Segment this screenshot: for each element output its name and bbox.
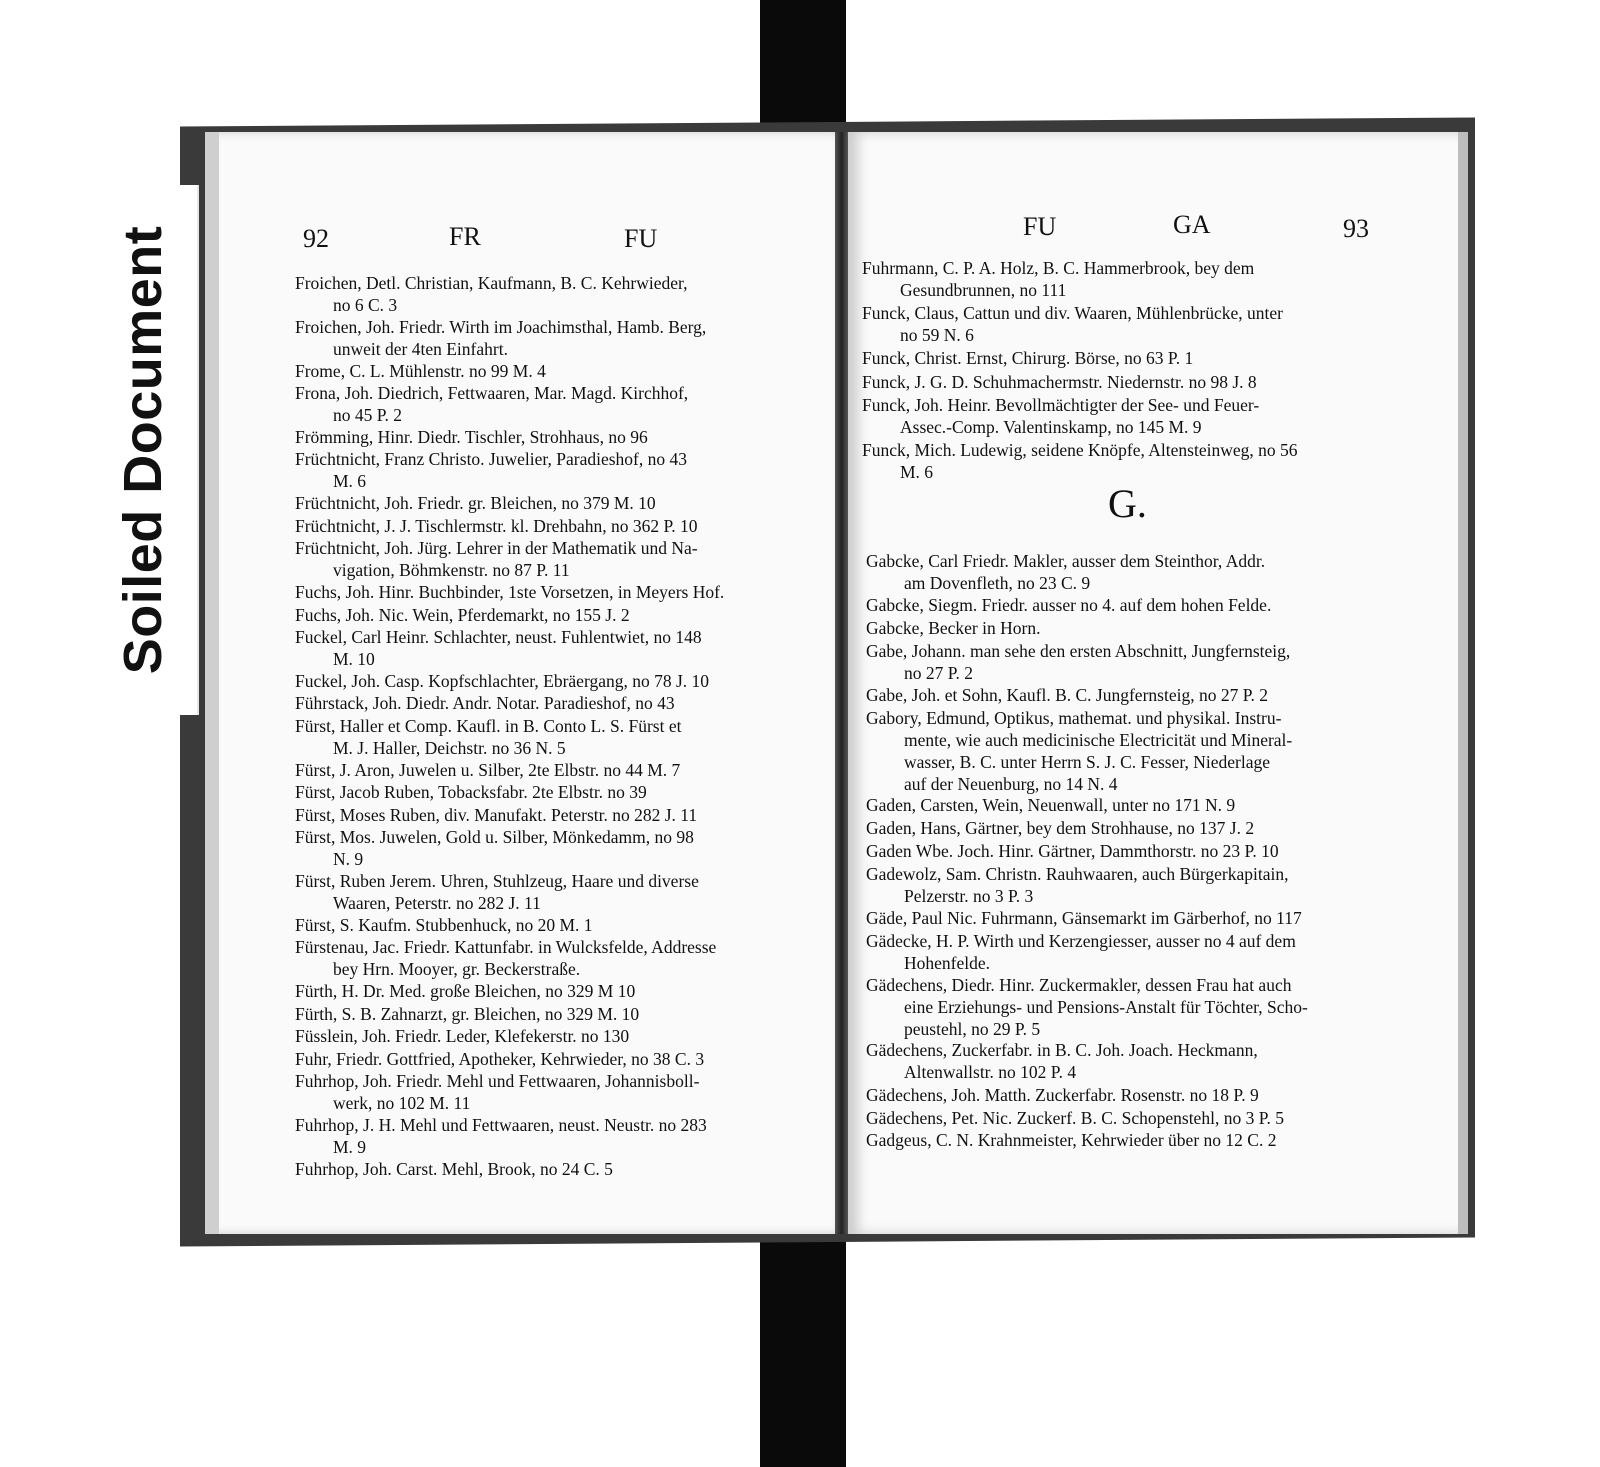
running-header-left-fr: FR [449,222,481,251]
directory-entry [295,936,716,980]
directory-entry [866,1039,1258,1083]
directory-entry [866,707,1292,795]
entry-line: Fürst, Jacob Ruben, Tobacksfabr. 2te Elbstr. no 39 [295,782,647,803]
directory-entry [295,581,724,603]
entry-line: Fürst, Ruben Jerem. Uhren, Stuhlzeug, Haare und diverse [295,870,699,891]
entry-line: Gädechens, Joh. Matth. Zuckerfabr. Rosenstr. no 18 P. 9 [866,1084,1259,1105]
directory-entry [866,594,1271,616]
entry-line: Fuhrhop, Joh. Friedr. Mehl und Fettwaaren, Johannisboll- [295,1071,700,1091]
entry-line: Gädechens, Diedr. Hinr. Zuckermakler, dessen Frau hat auch [866,974,1292,995]
entry-line: Gadewolz, Sam. Christn. Rauhwaaren, auch Bürgerkapitain, [866,863,1289,884]
entry-continuation-line: no 27 P. 2 [904,663,974,683]
directory-entry [295,1114,707,1158]
directory-entry [295,1025,629,1047]
entry-continuation-line: no 59 N. 6 [900,325,974,345]
directory-entry [866,930,1296,974]
directory-entry [295,360,546,382]
entry-line: Fürth, H. Dr. Med. große Bleichen, no 329 M 10 [295,981,636,1001]
page-number-left: 92 [303,224,329,253]
entry-line: Funck, J. G. D. Schuhmachermstr. Niedernstr. no 98 J. 8 [862,371,1257,392]
entry-line: Froichen, Detl. Christian, Kaufmann, B. C. Kehrwieder, [295,273,688,293]
running-header-right-fu: FU [1023,212,1057,241]
running-header-right-ga: GA [1173,210,1211,239]
entry-line: Fuckel, Carl Heinr. Schlachter, neust. Fuhlentwiet, no 148 [295,627,702,647]
entry-line: Funck, Joh. Heinr. Bevollmächtigter der See- und Feuer- [862,395,1260,415]
entry-line: Früchtnicht, Joh. Jürg. Lehrer in der Mathematik und Na- [295,538,698,559]
book-gutter [835,132,848,1234]
directory-entry [295,426,648,448]
page-number-right: 93 [1343,214,1369,243]
directory-entry [295,914,593,936]
entry-line: Fürst, Moses Ruben, div. Manufakt. Peterstr. no 282 J. 11 [295,804,698,825]
directory-entry [866,1084,1259,1106]
directory-entry [295,670,709,692]
directory-entry [295,604,630,626]
entry-continuation-line: am Dovenfleth, no 23 C. 9 [904,573,1091,593]
entry-continuation-line: Hohenfelde. [904,952,991,973]
directory-entry [295,826,694,870]
running-header-left-fu: FU [624,224,658,253]
entry-line: Froichen, Joh. Friedr. Wirth im Joachimsthal, Hamb. Berg, [295,316,707,337]
directory-entry [866,817,1254,839]
entry-line: Gabcke, Becker in Horn. [866,618,1041,639]
entry-line: Früchtnicht, J. J. Tischlermstr. kl. Drehbahn, no 362 P. 10 [295,515,698,536]
entry-line: Gabcke, Siegm. Friedr. ausser no 4. auf dem hohen Felde. [866,595,1272,616]
entry-line: Gabory, Edmund, Optikus, mathemat. und physikal. Instru- [866,708,1282,729]
entry-continuation-line: N. 9 [333,849,364,870]
entry-line: Gäde, Paul Nic. Fuhrmann, Gänsemarkt im Gärberhof, no 117 [866,907,1302,928]
directory-entry [866,617,1040,639]
directory-entry [295,1048,704,1070]
entry-continuation-line: vigation, Böhmkenstr. no 87 P. 11 [333,560,570,581]
directory-entry [295,1070,699,1114]
entry-continuation-line: M. J. Haller, Deichstr. no 36 N. 5 [333,737,566,758]
left-page [205,132,849,1234]
directory-entry [866,974,1308,1040]
directory-entry [862,371,1257,393]
entry-line: Funck, Mich. Ludewig, seidene Knöpfe, Altensteinweg, no 56 [862,440,1298,460]
entry-line: Frömming, Hinr. Diedr. Tischler, Strohhaus, no 96 [295,426,648,447]
entry-line: Gadgeus, C. N. Krahnmeister, Kehrwieder über no 12 C. 2 [866,1130,1277,1151]
entry-line: Fuhrhop, Joh. Carst. Mehl, Brook, no 24 C. 5 [295,1158,613,1179]
entry-continuation-line: no 45 P. 2 [333,405,403,426]
entry-continuation-line: Gesundbrunnen, no 111 [900,280,1067,300]
entry-continuation-line: Altenwallstr. no 102 P. 4 [904,1062,1077,1083]
entry-line: Fürth, S. B. Zahnarzt, gr. Bleichen, no 329 M. 10 [295,1003,640,1024]
entry-line: Fuhrhop, J. H. Mehl und Fettwaaren, neust. Neustr. no 283 [295,1114,707,1135]
directory-entry [866,840,1279,862]
entry-continuation-line: M. 6 [333,471,367,492]
directory-entry [866,794,1235,816]
entry-continuation-line: Assec.-Comp. Valentinskamp, no 145 M. 9 [900,417,1202,437]
section-heading-g: G. [1108,481,1147,526]
entry-line: Füsslein, Joh. Friedr. Leder, Klefekerstr. no 130 [295,1026,630,1046]
directory-entry [295,870,699,914]
directory-entry [866,907,1302,929]
soiled-document-label [90,185,199,715]
directory-entry [295,515,698,537]
directory-entry [295,759,680,781]
entry-line: Gädechens, Pet. Nic. Zuckerf. B. C. Schopenstehl, no 3 P. 5 [866,1107,1284,1128]
directory-entry [862,394,1259,438]
entry-line: Früchtnicht, Franz Christo. Juwelier, Paradieshof, no 43 [295,449,688,470]
label-text: Soiled Document [113,225,173,675]
entry-continuation-line: no 6 C. 3 [333,295,398,315]
entry-line: Gabe, Johann. man sehe den ersten Abschnitt, Jungfernsteig, [866,641,1291,661]
entry-line: Fürst, J. Aron, Juwelen u. Silber, 2te Elbstr. no 44 M. 7 [295,759,681,780]
entry-continuation-line: unweit der 4ten Einfahrt. [333,338,508,359]
entry-line: Fuhr, Friedr. Gottfried, Apotheker, Kehrwieder, no 38 C. 3 [295,1048,705,1069]
entry-line: Fürst, S. Kaufm. Stubbenhuck, no 20 M. 1 [295,914,593,935]
directory-entry [866,1129,1276,1151]
directory-entry [295,1003,639,1025]
entry-line: Gabe, Joh. et Sohn, Kaufl. B. C. Jungfernsteig, no 27 P. 2 [866,685,1268,706]
entry-line: Fuhrmann, C. P. A. Holz, B. C. Hammerbrook, bey dem [862,258,1255,278]
binding-strip-top [760,0,846,140]
directory-entry [295,1158,613,1180]
directory-entry [866,684,1268,706]
entry-line: Fuchs, Joh. Hinr. Buchbinder, 1ste Vorsetzen, in Meyers Hof. [295,582,725,602]
entry-continuation-line: auf der Neuenburg, no 14 N. 4 [904,774,1118,795]
directory-entry [295,804,697,826]
directory-entry [295,626,702,670]
entry-line: Gädechens, Zuckerfabr. in B. C. Joh. Joach. Heckmann, [866,1040,1258,1061]
entry-line: Fürst, Mos. Juwelen, Gold u. Silber, Mönkedamm, no 98 [295,827,694,848]
entry-line: Gabcke, Carl Friedr. Makler, ausser dem Steinthor, Addr. [866,551,1266,571]
directory-entry [862,257,1254,301]
directory-entry [295,382,688,426]
entry-continuation-line: peustehl, no 29 P. 5 [904,1018,1041,1039]
directory-entry [295,781,647,803]
entry-continuation-line: Pelzerstr. no 3 P. 3 [904,885,1034,906]
directory-entry [866,1107,1284,1129]
entry-line: Frona, Joh. Diedrich, Fettwaaren, Mar. Magd. Kirchhof, [295,383,689,404]
entry-line: Fuckel, Joh. Casp. Kopfschlachter, Ebräergang, no 78 J. 10 [295,670,710,691]
entry-line: Führstack, Joh. Diedr. Andr. Notar. Paradieshof, no 43 [295,693,675,714]
entry-line: Gaden, Carsten, Wein, Neuenwall, unter no 171 N. 9 [866,794,1236,815]
directory-entry [866,863,1288,907]
directory-entry [862,439,1297,483]
entry-continuation-line: werk, no 102 M. 11 [333,1093,471,1113]
entry-line: Gaden Wbe. Joch. Hinr. Gärtner, Dammthorstr. no 23 P. 10 [866,840,1279,861]
binding-strip-bottom [760,1232,846,1467]
entry-continuation-line: M. 6 [900,462,934,482]
entry-line: Funck, Christ. Ernst, Chirurg. Börse, no 63 P. 1 [862,348,1194,368]
directory-entry [862,302,1283,346]
right-page [848,132,1468,1234]
directory-entry [295,980,635,1002]
entry-line: Funck, Claus, Cattun und div. Waaren, Mühlenbrücke, unter [862,303,1283,323]
entry-continuation-line: eine Erziehungs- und Pensions-Anstalt für Töchter, Scho- [904,996,1308,1017]
directory-entry [862,347,1193,369]
entry-line: Fürstenau, Jac. Friedr. Kattunfabr. in Wulcksfelde, Addresse [295,937,717,958]
entry-continuation-line: M. 9 [333,1136,367,1157]
directory-entry [866,550,1265,594]
directory-entry [295,272,687,316]
entry-line: Früchtnicht, Joh. Friedr. gr. Bleichen, no 379 M. 10 [295,493,656,514]
entry-line: Gaden, Hans, Gärtner, bey dem Strohhause, no 137 J. 2 [866,817,1255,838]
entry-continuation-line: mente, wie auch medicinische Electricität und Mineral- [904,730,1293,751]
directory-entry [295,316,706,360]
entry-line: Fuchs, Joh. Nic. Wein, Pferdemarkt, no 155 J. 2 [295,604,630,625]
directory-entry [295,448,687,492]
entry-continuation-line: bey Hrn. Mooyer, gr. Beckerstraße. [333,959,581,980]
entry-line: Fürst, Haller et Comp. Kaufl. in B. Conto L. S. Fürst et [295,715,682,736]
entry-line: Frome, C. L. Mühlenstr. no 99 M. 4 [295,360,546,381]
entry-continuation-line: wasser, B. C. unter Herrn S. J. C. Fesser, Niederlage [904,752,1271,773]
directory-entry [866,640,1290,684]
entry-continuation-line: M. 10 [333,649,375,669]
directory-entry [295,715,681,759]
entry-continuation-line: Waaren, Peterstr. no 282 J. 11 [333,892,541,913]
directory-entry [295,692,675,714]
entry-line: Gädecke, H. P. Wirth und Kerzengiesser, ausser no 4 auf dem [866,930,1296,951]
directory-entry [295,537,698,581]
directory-entry [295,492,656,514]
